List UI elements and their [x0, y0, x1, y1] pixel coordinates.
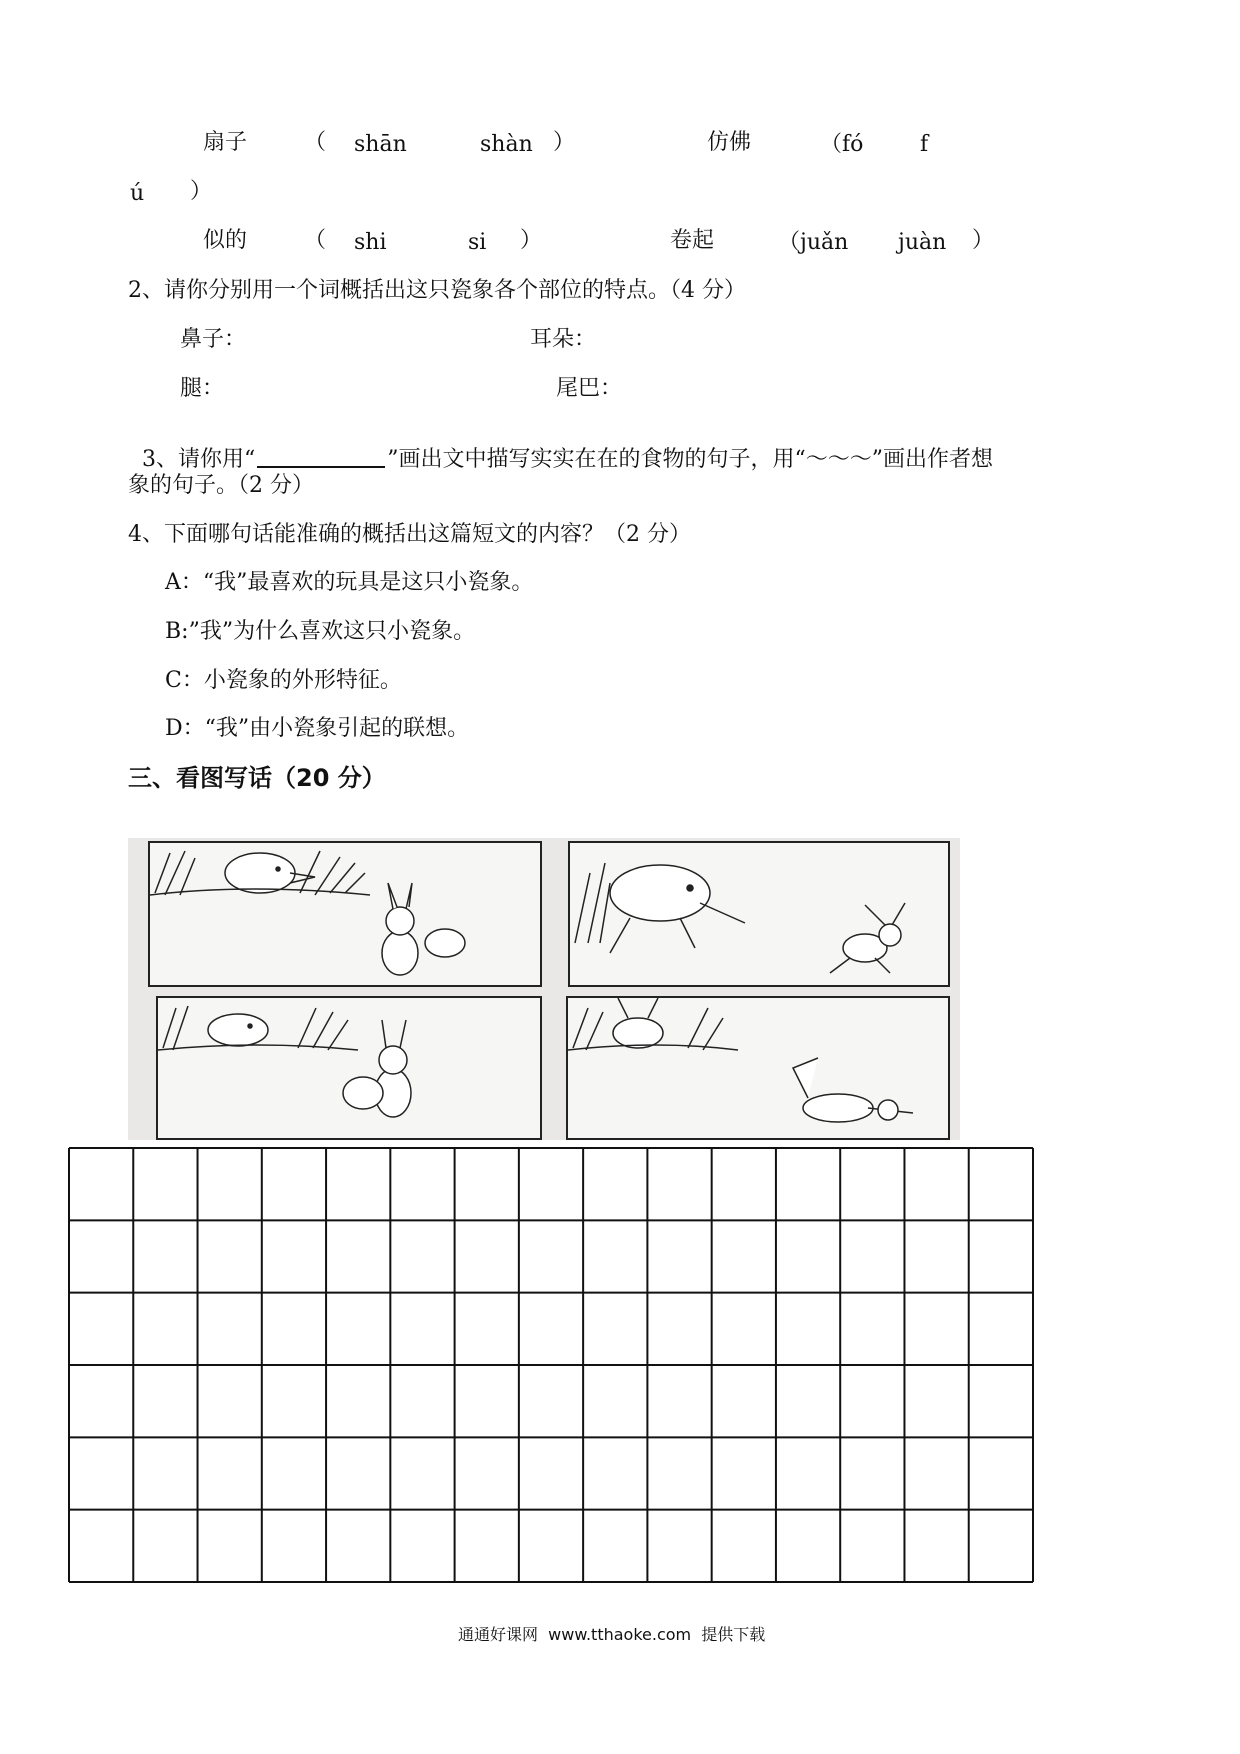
- wolf-chasing-rabbit-drawing: [570, 843, 948, 985]
- q2-label-nose: 鼻子：: [180, 327, 247, 352]
- q4-option-a: A：“我”最喜欢的玩具是这只小瓷象。: [165, 570, 534, 595]
- q1-row2-choice-a: shi: [354, 230, 387, 255]
- comic-illustration: [128, 838, 960, 1140]
- q2-title: 2、请你分别用一个词概括出这只瓷象各个部位的特点。（4 分）: [128, 278, 746, 303]
- q2-label-ears: 耳朵：: [530, 327, 597, 352]
- wolf-fleeing-drawing: [568, 998, 948, 1138]
- q1-row2-open-paren: （: [304, 228, 327, 253]
- comic-panel-2: [568, 841, 950, 987]
- comic-panel-4: [566, 996, 950, 1140]
- q1-row2-close-paren: ）: [520, 228, 543, 253]
- q4-option-b: B:”我”为什么喜欢这只小瓷象。: [165, 619, 476, 644]
- q3-prefix: 3、请你用“: [142, 447, 256, 472]
- q3-suffix: ”画出文中描写实实在在的食物的句子，用“～～～”画出作者想: [387, 447, 993, 472]
- q1-row2-choice-c: （juǎn: [778, 230, 849, 255]
- q1-row2-choice-b: si: [468, 230, 487, 255]
- q2-label-legs: 腿：: [180, 376, 225, 401]
- fleeing-wolf-drawing: [793, 1058, 913, 1122]
- q1-row1-word1: 扇子: [203, 130, 248, 155]
- q3-line1: [128, 426, 993, 471]
- q4-title: 4、下面哪句话能准确的概括出这篇短文的内容？（2 分）: [128, 522, 691, 547]
- q1-row2-word2: 卷起: [670, 228, 715, 253]
- comic-panel-1: [148, 841, 542, 987]
- q1-row1-close-paren: ）: [553, 130, 576, 155]
- wolf-waiting-drawing: [158, 998, 540, 1138]
- q1-row1-open-paren: （: [304, 130, 327, 155]
- wolf-in-grass-drawing: [150, 843, 540, 985]
- q2-label-tail: 尾巴：: [556, 376, 623, 401]
- q1-row2-choice-d: juàn: [898, 230, 947, 255]
- q1-row1-choice-a: shān: [354, 132, 407, 157]
- rabbit-with-egg-drawing: [343, 1020, 411, 1117]
- q1-row1-wrap-text: ú: [130, 181, 145, 206]
- q4-option-c: C：小瓷象的外形特征。: [165, 668, 402, 693]
- rabbit-drawing: [382, 883, 465, 975]
- q1-row1-choice-b: shàn: [480, 132, 533, 157]
- q1-row2-word1: 似的: [203, 228, 248, 253]
- running-rabbit-drawing: [830, 903, 905, 973]
- q1-row2-close-paren-2: ）: [972, 228, 995, 253]
- comic-panel-3: [156, 996, 542, 1140]
- q1-row1-choice-d: f: [920, 132, 929, 157]
- q4-option-d: D：“我”由小瓷象引起的联想。: [165, 716, 470, 741]
- writing-grid: [68, 1147, 1034, 1583]
- q3-line2: 象的句子。（2 分）: [128, 473, 314, 498]
- footer-credit: 通通好课网 www.tthaoke.com 提供下载: [458, 1625, 766, 1644]
- q1-row1-wrap-close: ）: [190, 179, 213, 204]
- q1-row1-choice-c: （fó: [820, 132, 864, 157]
- section3-title: 三、看图写话（20 分）: [128, 764, 386, 792]
- q1-row1-word2: 仿佛: [707, 130, 752, 155]
- q3-underline-sample: [257, 448, 385, 468]
